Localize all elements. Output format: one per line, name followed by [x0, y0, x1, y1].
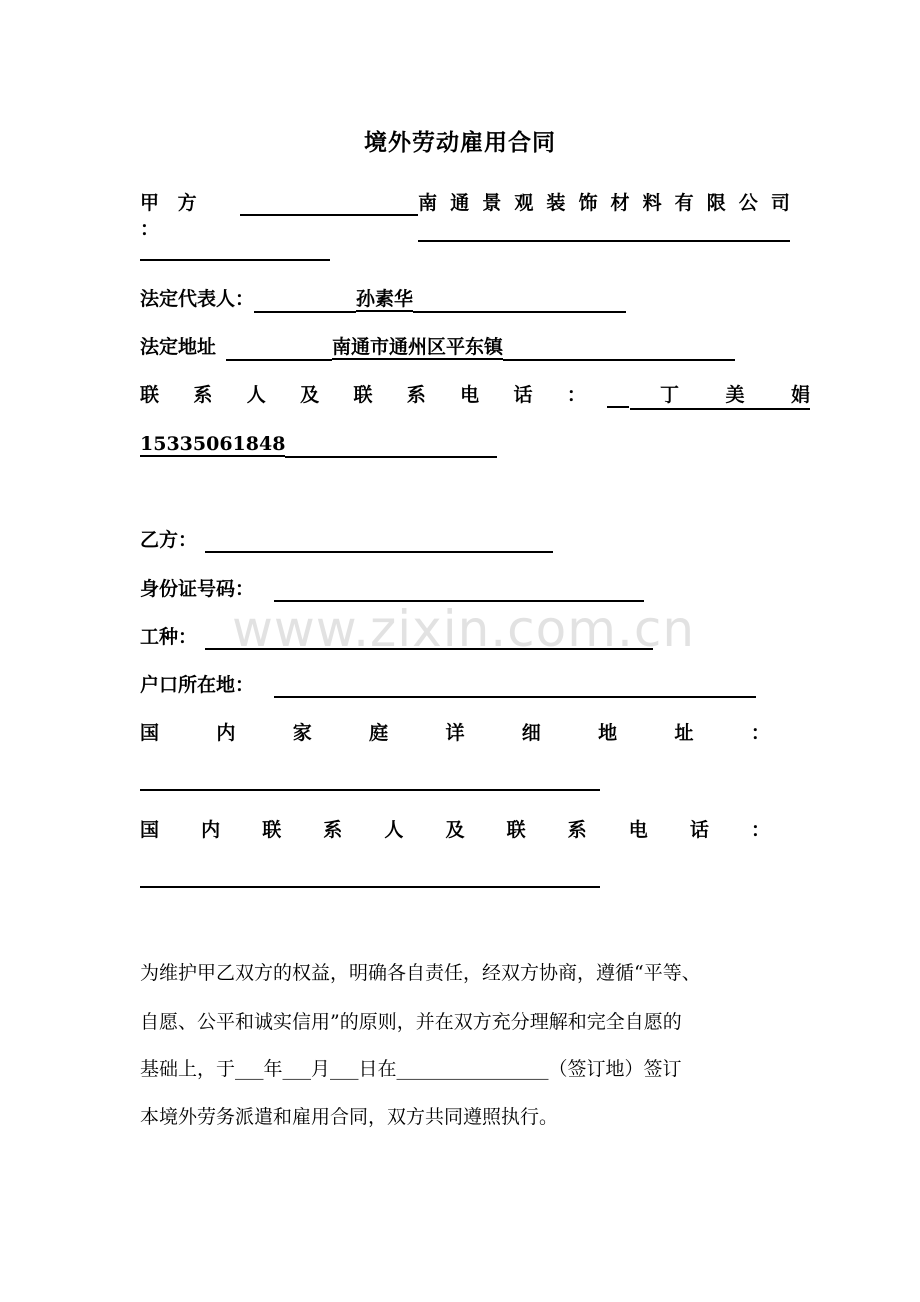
- contact-phone: 15335061848: [140, 433, 286, 455]
- hukou-row: [140, 672, 756, 698]
- contact-label: [140, 382, 586, 410]
- company-name-char: 通: [450, 192, 470, 214]
- company-name-char: 有: [674, 192, 694, 214]
- hukou-blank: [274, 672, 756, 698]
- contact-label-char: 系: [193, 384, 213, 406]
- id-number-blank: [274, 576, 644, 602]
- company-name-char: 料: [642, 192, 662, 214]
- contact-blank: [607, 382, 629, 408]
- contact-label-char: 人: [246, 384, 266, 406]
- party-a-blank: [240, 190, 418, 216]
- document-title: 境外劳动雇用合同: [364, 129, 556, 156]
- agreement-line-4: 本境外劳务派遣和雇用合同，双方共同遵照执行。: [140, 1106, 559, 1128]
- contact-label-char: 联: [140, 384, 160, 406]
- legal-rep-label: 法定代表人：: [140, 288, 255, 310]
- party-a-continuation-rule: [140, 259, 330, 261]
- home-address-label-char: 庭: [369, 722, 389, 744]
- company-name-char: 观: [514, 192, 534, 214]
- legal-address-blank-right: [503, 335, 735, 361]
- company-name-char: 南: [418, 192, 438, 214]
- contact-phone-blank: [285, 432, 497, 458]
- legal-address-row: [140, 334, 735, 361]
- company-name-char: 公: [738, 192, 758, 214]
- domestic-contact-label-char: 联: [506, 819, 526, 841]
- domestic-contact-label-char: 系: [567, 819, 587, 841]
- id-number-label: 身份证号码：: [140, 578, 255, 600]
- domestic-contact-label-char: 联: [262, 819, 282, 841]
- home-address-label-char: 国: [140, 722, 160, 744]
- home-address-label-char: 详: [445, 722, 465, 744]
- contact-phone-row: [140, 431, 497, 458]
- home-address-rule: [140, 789, 600, 791]
- domestic-contact-label-char: ：: [750, 819, 770, 841]
- contact-row: [140, 382, 810, 410]
- contact-label-char: 联: [353, 384, 373, 406]
- party-a-row: [140, 190, 790, 242]
- home-address-label-char: 内: [216, 722, 236, 744]
- domestic-contact-label: [140, 817, 770, 843]
- legal-address-value: 南通市通州区平东镇: [332, 336, 504, 358]
- party-a-company: [418, 190, 790, 242]
- agreement-line-1: 为维护甲乙双方的权益，明确各自责任，经双方协商，遵循“平等、: [140, 962, 701, 984]
- legal-address-blank-left: [226, 335, 332, 361]
- party-a-label: 甲 方 ：: [140, 192, 203, 240]
- home-address-label-char: 址: [674, 722, 694, 744]
- id-number-row: [140, 576, 644, 602]
- contact-label-char: 话: [513, 384, 533, 406]
- agreement-line-3: 基础上，于___年___月___日在________________（签订地）签订: [140, 1058, 682, 1080]
- contact-name: [630, 382, 810, 410]
- home-address-label-char: 家: [292, 722, 312, 744]
- legal-rep-row: [140, 286, 626, 313]
- domestic-contact-label-char: 内: [201, 819, 221, 841]
- legal-address-label: 法定地址: [140, 336, 217, 358]
- domestic-contact-label-char: 话: [689, 819, 709, 841]
- home-address-label-char: 地: [598, 722, 618, 744]
- company-name-char: 司: [770, 192, 790, 214]
- company-name-char: 装: [546, 192, 566, 214]
- contact-label-char: 系: [406, 384, 426, 406]
- domestic-contact-label-char: 电: [628, 819, 648, 841]
- watermark: www.zixin.com.cn: [232, 600, 696, 658]
- contact-name-char: 丁: [660, 384, 680, 406]
- contact-name-char: 娟: [790, 384, 810, 406]
- home-address-label-char: ：: [750, 722, 770, 744]
- party-b-row: [140, 527, 553, 553]
- contact-name-char: 美: [725, 384, 745, 406]
- legal-rep-blank-right: [413, 287, 626, 313]
- domestic-contact-label-char: 人: [384, 819, 404, 841]
- domestic-contact-label-char: 国: [140, 819, 160, 841]
- hukou-label: 户口所在地：: [140, 674, 255, 696]
- company-name-char: 饰: [578, 192, 598, 214]
- agreement-line-2: 自愿、公平和诚实信用”的原则，并在双方充分理解和完全自愿的: [140, 1011, 682, 1033]
- job-type-label: 工种：: [140, 626, 198, 648]
- domestic-contact-label-char: 系: [323, 819, 343, 841]
- company-name-char: 限: [706, 192, 726, 214]
- home-address-label-char: 细: [521, 722, 541, 744]
- legal-rep-value: 孙素华: [356, 288, 414, 310]
- domestic-contact-label-char: 及: [445, 819, 465, 841]
- party-b-blank: [205, 527, 553, 553]
- company-name-char: 景: [482, 192, 502, 214]
- legal-rep-blank-left: [254, 287, 356, 313]
- party-b-label: 乙方：: [140, 529, 198, 551]
- contact-label-char: 及: [300, 384, 320, 406]
- contact-label-char: 电: [460, 384, 480, 406]
- company-name-char: 材: [610, 192, 630, 214]
- domestic-contact-rule: [140, 886, 600, 888]
- home-address-label: [140, 720, 770, 746]
- contact-label-char: ：: [566, 384, 586, 406]
